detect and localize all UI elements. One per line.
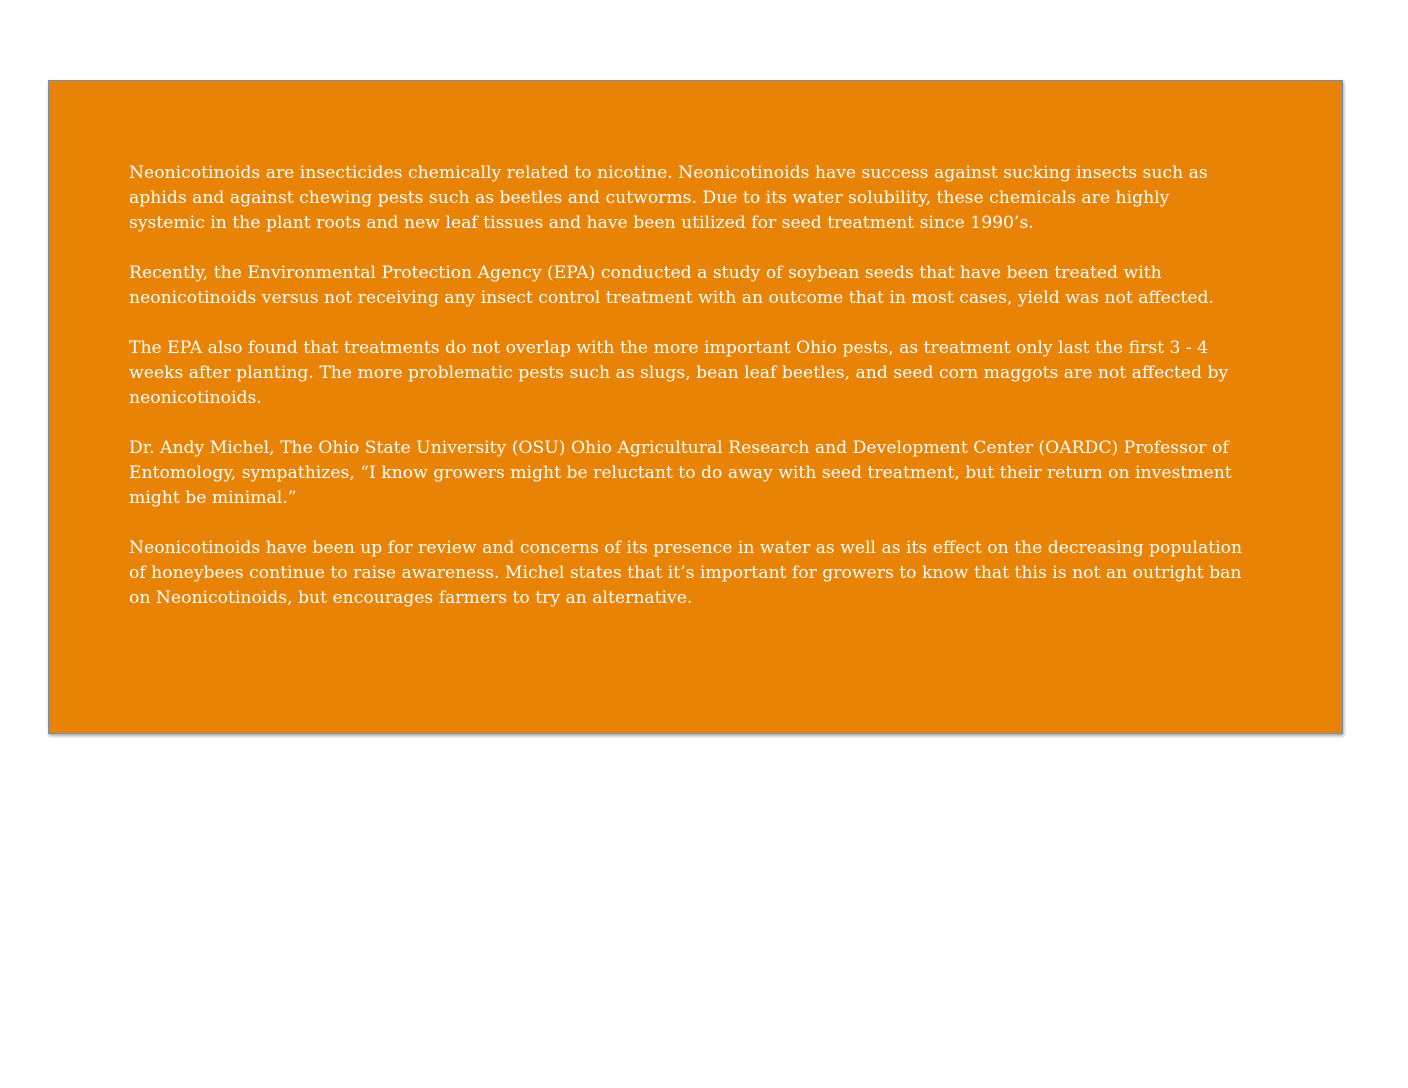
- paragraph-honeybees: Neonicotinoids have been up for review and concerns of its presence in water as well as its effect on the decreasing population of honeybees continue to raise awareness. Michel states that it’s important for growers to know that this is not an outright ban on Neonicotinoids, but encourages farmers to try an alternative.: [129, 538, 1243, 608]
- orange-text-panel: [48, 80, 1343, 734]
- paragraph-ohio-pests: The EPA also found that treatments do not overlap with the more important Ohio pests, as treatment only last the first 3 - 4 weeks after planting. The more problematic pests such as slugs, bean leaf beetles, and seed corn maggots are not affected by neonicotinoids.: [129, 338, 1229, 408]
- paragraph-neonicotinoids-intro: Neonicotinoids are insecticides chemically related to nicotine. Neonicotinoids have success against sucking insects such as aphids and against chewing pests such as beetles and cutworms. Due to its water solubility, these chemicals are highly systemic in the plant roots and new leaf tissues and have been utilized for seed treatment since 1990’s.: [129, 163, 1208, 233]
- article-body: [129, 161, 1289, 636]
- paragraph-michel-quote: Dr. Andy Michel, The Ohio State University (OSU) Ohio Agricultural Research and Development Center (OARDC) Professor of Entomology, sympathizes, “I know growers might be reluctant to do away with seed treatment, but their return on investment might be minimal.”: [129, 438, 1232, 508]
- paragraph-epa-study: Recently, the Environmental Protection Agency (EPA) conducted a study of soybean seeds that have been treated with neonicotinoids versus not receiving any insect control treatment with an outcome that in most cases, yield was not affected.: [129, 263, 1214, 308]
